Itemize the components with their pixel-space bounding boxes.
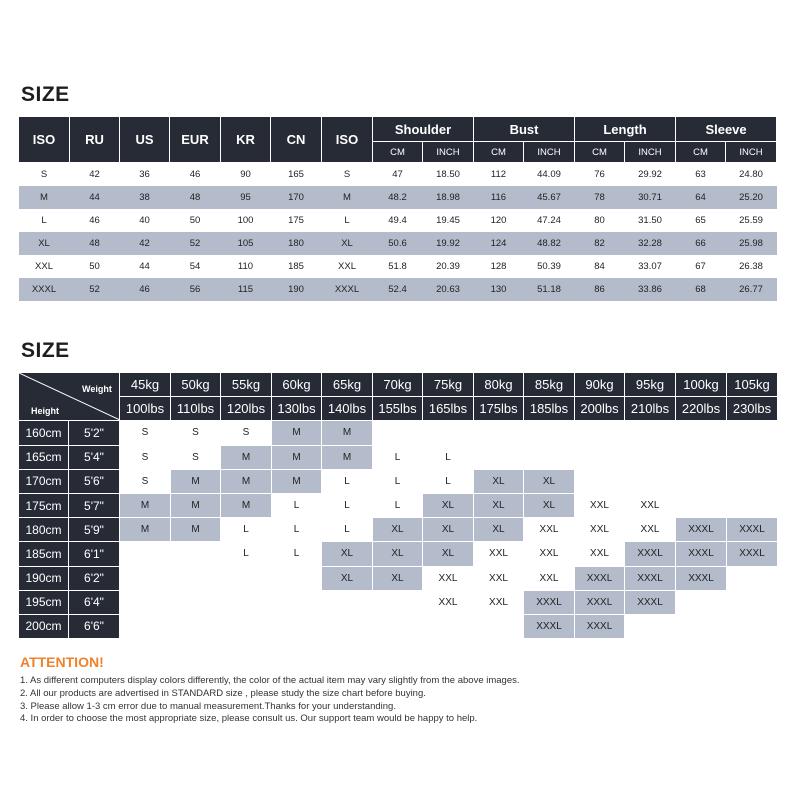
table-cell: 185 — [288, 261, 304, 272]
size-cell: L — [373, 445, 423, 469]
table-cell: 20.39 — [436, 261, 460, 272]
size-cell: XXL — [575, 542, 625, 566]
table-cell: 52.4 — [373, 278, 423, 301]
weight-kg-cell: 65kg — [322, 373, 373, 397]
size-cell: XXL — [625, 493, 676, 517]
size-cell: M — [272, 469, 322, 493]
table-cell: 24.80 — [739, 169, 763, 180]
table-row — [19, 590, 778, 614]
group-header-cell: Length — [575, 117, 676, 142]
size-cell: XL — [474, 493, 524, 517]
table-cell: 82 — [575, 232, 625, 255]
size-cell: XL — [423, 518, 474, 542]
table-cell: M — [322, 186, 373, 209]
table-cell: 86 — [575, 278, 625, 301]
size-cell: XXXL — [575, 590, 625, 614]
size-cell: XXXL — [575, 566, 625, 590]
size-cell — [575, 421, 625, 445]
table-cell: 165 — [288, 169, 304, 180]
unit-header-cell: CM — [676, 142, 726, 163]
size-cell: XXXL — [524, 590, 575, 614]
weight-lbs-cell: 200lbs — [575, 397, 625, 421]
size-cell: XXXL — [524, 614, 575, 638]
size-cell: L — [423, 445, 474, 469]
table-row — [19, 614, 778, 638]
size-cell — [727, 566, 778, 590]
weight-kg-cell: 50kg — [171, 373, 221, 397]
table-cell: 19.45 — [436, 215, 460, 226]
size-cell — [727, 469, 778, 493]
size-cell: XXXL — [625, 590, 676, 614]
weight-kg-cell: 90kg — [575, 373, 625, 397]
size-cell: XXXL — [676, 518, 727, 542]
table-cell: 67 — [695, 261, 706, 272]
size-cell: XXL — [575, 493, 625, 517]
size-cell: XXL — [575, 518, 625, 542]
size-cell: XXXL — [625, 542, 676, 566]
size-cell: XL — [322, 566, 373, 590]
table-cell: 50 — [89, 261, 100, 272]
height-cm-cell: 180cm — [19, 518, 69, 542]
table-cell: 54 — [189, 261, 201, 272]
size-cell: M — [322, 445, 373, 469]
table-cell: 63 — [695, 169, 706, 180]
attention-note: 2. All our products are advertised in STANDARD size , please study the size chart before buying. — [20, 687, 426, 699]
table-cell: 112 — [490, 169, 507, 180]
height-ft-cell: 6'4" — [69, 590, 120, 614]
height-cm-cell: 190cm — [19, 566, 69, 590]
weight-label: Weight — [82, 384, 112, 394]
height-cm-cell: 185cm — [19, 542, 69, 566]
size-title-1: SIZE — [21, 83, 70, 106]
size-cell — [676, 469, 727, 493]
size-cell — [474, 614, 524, 638]
size-cell — [221, 566, 272, 590]
size-cell — [171, 614, 221, 638]
size-cell: XL — [373, 518, 423, 542]
size-cell: M — [120, 493, 171, 517]
table-cell: XXL — [338, 261, 356, 272]
size-cell — [120, 590, 171, 614]
height-label: Height — [31, 406, 59, 416]
size-cell — [423, 421, 474, 445]
table-cell: 128 — [490, 261, 507, 272]
size-cell: XL — [423, 493, 474, 517]
header-cell: EUR — [170, 117, 221, 163]
table-cell: 80 — [594, 215, 605, 226]
size-cell: XL — [373, 542, 423, 566]
size-cell — [221, 590, 272, 614]
weight-kg-cell: 45kg — [120, 373, 171, 397]
attention-notes — [20, 675, 520, 726]
size-cell: XL — [322, 542, 373, 566]
size-cell: XL — [373, 566, 423, 590]
table-cell: 56 — [170, 278, 221, 301]
attention-note: 1. As different computers display colors differently, the color of the actual item may vary slightly from the above images. — [20, 675, 520, 686]
size-cell: S — [221, 421, 272, 445]
size-title-2: SIZE — [21, 339, 70, 362]
table-cell: 36 — [139, 169, 150, 180]
size-cell — [221, 614, 272, 638]
size-cell — [727, 445, 778, 469]
size-cell: L — [221, 518, 272, 542]
size-cell: M — [120, 518, 171, 542]
size-cell: XXXL — [676, 542, 727, 566]
table-row — [19, 186, 777, 209]
table-cell: 44 — [70, 186, 120, 209]
weight-lbs-cell: 165lbs — [423, 397, 474, 421]
table-cell: 45.67 — [524, 186, 575, 209]
height-cm-cell: 195cm — [19, 590, 69, 614]
table-cell: 51.8 — [388, 261, 407, 272]
size-cell: L — [322, 493, 373, 517]
height-ft-cell: 5'4" — [69, 445, 120, 469]
size-cell — [524, 445, 575, 469]
table-cell: 44 — [139, 261, 150, 272]
table-cell: 18.50 — [436, 169, 460, 180]
size-cell: XXXL — [727, 518, 778, 542]
table-cell: 64 — [676, 186, 726, 209]
size-cell — [625, 614, 676, 638]
table-cell: 120 — [490, 215, 507, 226]
size-cell — [423, 614, 474, 638]
group-header-cell: Shoulder — [373, 117, 474, 142]
size-cell: XXL — [625, 518, 676, 542]
size-cell: XXL — [474, 542, 524, 566]
table-cell: 33.86 — [625, 278, 676, 301]
table-cell: 51.18 — [524, 278, 575, 301]
table-cell: M — [19, 186, 70, 209]
unit-header-cell: INCH — [524, 142, 575, 163]
size-cell: S — [120, 469, 171, 493]
weight-lbs-cell: 140lbs — [322, 397, 373, 421]
size-cell — [727, 421, 778, 445]
table-cell: 42 — [120, 232, 170, 255]
height-ft-cell: 5'9" — [69, 518, 120, 542]
table-cell: 100 — [237, 215, 254, 226]
table-cell: 124 — [474, 232, 524, 255]
size-cell: M — [171, 518, 221, 542]
height-cm-cell: 175cm — [19, 493, 69, 517]
unit-header-cell: INCH — [625, 142, 676, 163]
size-cell: M — [272, 445, 322, 469]
size-cell — [474, 445, 524, 469]
size-cell — [120, 566, 171, 590]
table-cell: XXXL — [19, 278, 70, 301]
table-cell: 25.20 — [726, 186, 777, 209]
table-cell: 190 — [271, 278, 322, 301]
weight-lbs-cell: 110lbs — [171, 397, 221, 421]
weight-lbs-cell: 210lbs — [625, 397, 676, 421]
table-cell: 110 — [237, 261, 254, 272]
size-cell — [272, 590, 322, 614]
table-row — [19, 518, 778, 542]
size-cell: M — [322, 421, 373, 445]
height-ft-cell: 5'6" — [69, 469, 120, 493]
size-cell — [272, 566, 322, 590]
table-cell: 84 — [594, 261, 605, 272]
size-cell — [120, 542, 171, 566]
table-cell: XL — [322, 232, 373, 255]
size-cell — [676, 421, 727, 445]
table-cell: XXXL — [322, 278, 373, 301]
size-cell — [373, 421, 423, 445]
size-cell — [373, 590, 423, 614]
table-cell: 130 — [474, 278, 524, 301]
height-ft-cell: 6'6" — [69, 614, 120, 638]
table-cell: 115 — [221, 278, 271, 301]
size-cell — [676, 590, 727, 614]
table-cell: 76 — [594, 169, 605, 180]
size-cell: XXL — [474, 566, 524, 590]
height-cm-cell: 170cm — [19, 469, 69, 493]
unit-header-cell: CM — [575, 142, 625, 163]
weight-lbs-cell: 120lbs — [221, 397, 272, 421]
table-cell: S — [343, 169, 351, 180]
table-cell: 26.77 — [726, 278, 777, 301]
table-cell: 40 — [139, 215, 150, 226]
table-cell: 52 — [170, 232, 221, 255]
table-cell: 26.38 — [739, 261, 763, 272]
table-row — [19, 542, 778, 566]
size-cell — [171, 542, 221, 566]
table-cell: 25.59 — [739, 215, 763, 226]
height-ft-cell: 6'1" — [69, 542, 120, 566]
table-cell: 48.2 — [373, 186, 423, 209]
size-cell — [575, 469, 625, 493]
weight-kg-cell: 55kg — [221, 373, 272, 397]
size-cell — [676, 614, 727, 638]
weight-lbs-cell: 100lbs — [120, 397, 171, 421]
height-cm-cell: 165cm — [19, 445, 69, 469]
size-cell — [676, 445, 727, 469]
weight-kg-cell: 100kg — [676, 373, 727, 397]
size-cell — [120, 614, 171, 638]
size-cell: M — [171, 493, 221, 517]
height-ft-cell: 5'7" — [69, 493, 120, 517]
table-row — [19, 232, 777, 255]
size-cell: L — [272, 493, 322, 517]
table-cell: 32.28 — [625, 232, 676, 255]
table-cell: 42 — [89, 169, 100, 180]
table-cell: 180 — [271, 232, 322, 255]
table-cell: 25.98 — [726, 232, 777, 255]
table-row — [19, 209, 777, 232]
table-row — [19, 421, 778, 445]
size-cell — [727, 493, 778, 517]
size-cell: L — [322, 518, 373, 542]
header-cell: US — [120, 117, 170, 163]
weight-kg-cell: 60kg — [272, 373, 322, 397]
attention-note: 3. Please allow 1-3 cm error due to manual measurement.Thanks for your understanding. — [20, 700, 396, 712]
header-cell: ISO — [322, 117, 373, 163]
table-cell: XXL — [35, 261, 53, 272]
table-cell: 31.50 — [638, 215, 662, 226]
table-row — [19, 493, 778, 517]
table-cell: 46 — [120, 278, 170, 301]
size-cell: S — [171, 445, 221, 469]
height-ft-cell: 6'2" — [69, 566, 120, 590]
weight-kg-cell: 80kg — [474, 373, 524, 397]
size-cell — [474, 421, 524, 445]
size-cell — [322, 590, 373, 614]
size-cell: XL — [474, 518, 524, 542]
size-cell: XXL — [423, 566, 474, 590]
weight-lbs-cell: 220lbs — [676, 397, 727, 421]
table-cell: 47.24 — [537, 215, 561, 226]
table-cell: XL — [19, 232, 70, 255]
table-cell: 68 — [676, 278, 726, 301]
size-cell — [524, 421, 575, 445]
size-cell: L — [423, 469, 474, 493]
size-cell: L — [272, 518, 322, 542]
table-cell: 18.98 — [423, 186, 474, 209]
height-weight-size-table — [18, 372, 778, 639]
size-cell: XXL — [524, 518, 575, 542]
table-cell: 19.92 — [423, 232, 474, 255]
size-cell — [727, 614, 778, 638]
size-cell — [727, 590, 778, 614]
size-cell: XL — [474, 469, 524, 493]
size-cell: L — [322, 469, 373, 493]
table-cell: L — [344, 215, 350, 226]
height-cm-cell: 200cm — [19, 614, 69, 638]
weight-lbs-cell: 130lbs — [272, 397, 322, 421]
size-cell: L — [373, 469, 423, 493]
size-cell — [625, 469, 676, 493]
weight-kg-cell: 95kg — [625, 373, 676, 397]
table-row — [19, 163, 777, 187]
table-cell: 44.09 — [537, 169, 561, 180]
table-cell: 170 — [271, 186, 322, 209]
size-cell: M — [221, 445, 272, 469]
size-cell: S — [171, 421, 221, 445]
unit-header-cell: INCH — [726, 142, 777, 163]
size-cell: XXXL — [727, 542, 778, 566]
table-cell: 50 — [189, 215, 201, 226]
size-cell: L — [373, 493, 423, 517]
size-cell — [171, 566, 221, 590]
attention-note: 4. In order to choose the most appropriate size, please consult us. Our support team would be happy to help. — [20, 713, 478, 725]
unit-header-cell: INCH — [423, 142, 474, 163]
group-header-cell: Bust — [474, 117, 575, 142]
size-cell: M — [221, 469, 272, 493]
header-cell: KR — [221, 117, 271, 163]
unit-header-cell: CM — [474, 142, 524, 163]
size-cell: XXL — [524, 542, 575, 566]
header-cell: ISO — [19, 117, 70, 163]
size-measurement-table — [18, 116, 777, 301]
size-cell — [676, 493, 727, 517]
table-cell: 50.39 — [537, 261, 561, 272]
table-cell: 116 — [474, 186, 524, 209]
table-cell: 29.92 — [638, 169, 662, 180]
table-row — [19, 255, 777, 278]
size-cell: M — [272, 421, 322, 445]
size-cell — [575, 445, 625, 469]
table-cell: S — [40, 169, 48, 180]
weight-kg-cell: 105kg — [727, 373, 778, 397]
size-cell: XXXL — [575, 614, 625, 638]
table-row — [19, 278, 777, 301]
table-row — [19, 469, 778, 493]
table-row — [19, 566, 778, 590]
weight-kg-cell: 75kg — [423, 373, 474, 397]
table-cell: 47 — [392, 169, 403, 180]
table-cell: 48.82 — [524, 232, 575, 255]
size-cell: S — [120, 421, 171, 445]
weight-height-corner — [19, 373, 120, 421]
weight-lbs-cell: 230lbs — [727, 397, 778, 421]
size-cell: S — [120, 445, 171, 469]
table-cell: 175 — [288, 215, 304, 226]
header-cell: RU — [70, 117, 120, 163]
table-cell: 38 — [120, 186, 170, 209]
height-cm-cell: 160cm — [19, 421, 69, 445]
height-ft-cell: 5'2" — [69, 421, 120, 445]
attention-title: ATTENTION! — [20, 654, 104, 670]
size-cell — [322, 614, 373, 638]
table-cell: 105 — [221, 232, 271, 255]
table-cell: 65 — [695, 215, 706, 226]
table-cell: 66 — [676, 232, 726, 255]
size-cell — [373, 614, 423, 638]
size-cell — [171, 590, 221, 614]
table-cell: 50.6 — [373, 232, 423, 255]
weight-kg-cell: 70kg — [373, 373, 423, 397]
size-cell: XXL — [524, 566, 575, 590]
table-cell: 48 — [170, 186, 221, 209]
size-cell: L — [221, 542, 272, 566]
unit-header-cell: CM — [373, 142, 423, 163]
table-cell: 30.71 — [625, 186, 676, 209]
table-cell: L — [41, 215, 47, 226]
weight-kg-cell: 85kg — [524, 373, 575, 397]
size-cell — [625, 445, 676, 469]
group-header-cell: Sleeve — [676, 117, 777, 142]
table-cell: 52 — [70, 278, 120, 301]
weight-lbs-cell: 175lbs — [474, 397, 524, 421]
weight-lbs-cell: 185lbs — [524, 397, 575, 421]
table-cell: 78 — [575, 186, 625, 209]
size-cell: XL — [524, 469, 575, 493]
table-cell: 46 — [89, 215, 100, 226]
size-cell: XXL — [423, 590, 474, 614]
header-cell: CN — [271, 117, 322, 163]
table-cell: 49.4 — [388, 215, 407, 226]
table-cell: 95 — [221, 186, 271, 209]
size-cell: XL — [524, 493, 575, 517]
size-cell: L — [272, 542, 322, 566]
table-cell: 20.63 — [423, 278, 474, 301]
table-cell: 48 — [70, 232, 120, 255]
table-cell: 33.07 — [638, 261, 662, 272]
size-cell — [272, 614, 322, 638]
weight-lbs-cell: 155lbs — [373, 397, 423, 421]
size-cell: M — [221, 493, 272, 517]
size-cell: M — [171, 469, 221, 493]
size-cell: XXL — [474, 590, 524, 614]
table-row — [19, 445, 778, 469]
size-cell: XXXL — [625, 566, 676, 590]
table-cell: 46 — [189, 169, 201, 180]
size-cell: XXXL — [676, 566, 727, 590]
size-cell: XL — [423, 542, 474, 566]
size-cell — [625, 421, 676, 445]
table-cell: 90 — [240, 169, 251, 180]
